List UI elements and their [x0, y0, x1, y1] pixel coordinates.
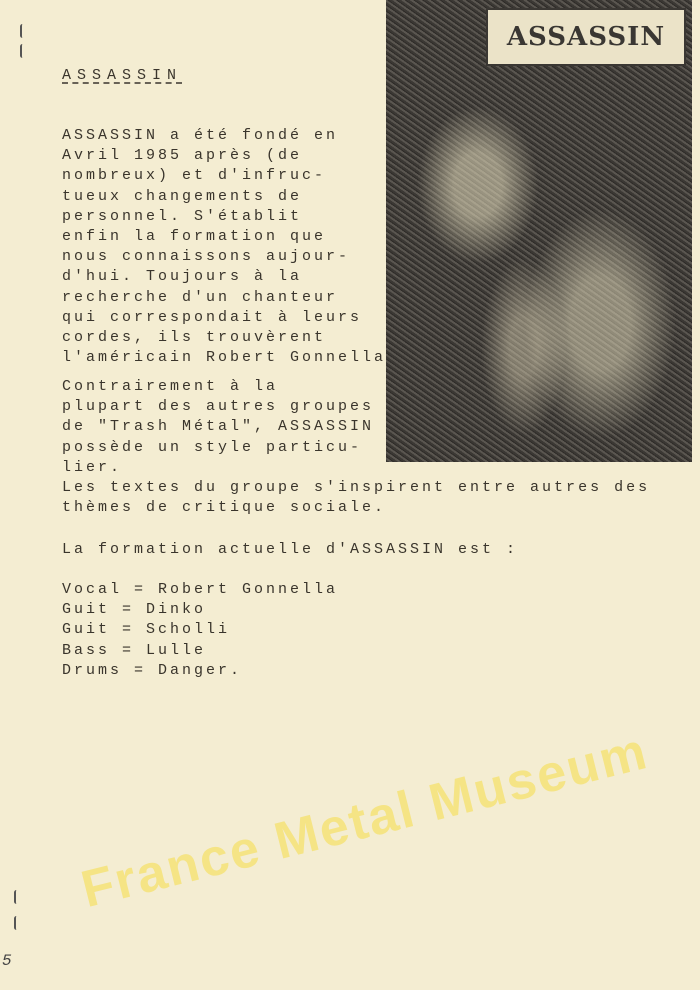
binding-hole-mark	[14, 916, 19, 930]
band-logo	[486, 8, 686, 66]
page-title: ASSASSIN	[62, 67, 183, 84]
lineup-intro: La formation actuelle d'ASSASSIN est :	[62, 541, 519, 558]
band-logo-text: ASSASSIN	[506, 22, 666, 52]
lineup-list: Vocal = Robert Gonnella Guit = Dinko Guit = Scholli Bass = Lulle Drums = Danger.	[62, 581, 339, 679]
binding-hole-mark	[14, 890, 19, 904]
paragraph-style: Contrairement à la plupart des autres groupes de "Trash Métal", ASSASSIN possède un style particu- lier. Les textes du groupe s'inspirent entre autres des thèmes de critique sociale.	[62, 378, 651, 517]
page-number: 5	[2, 952, 12, 970]
binding-hole-mark	[20, 44, 25, 58]
watermark: France Metal Museum	[75, 722, 654, 920]
binding-hole-mark	[20, 24, 25, 38]
paragraph-history: ASSASSIN a été fondé en Avril 1985 après (de nombreux) et d'infruc- tueux changements de personnel. S'établit enfin la formation que nous connaissons aujour- d'hui. Toujours à la recherche d'un chanteur qui correspondait à leurs cordes, ils trouvèrent l'américain Robert Gonnella	[62, 127, 387, 367]
